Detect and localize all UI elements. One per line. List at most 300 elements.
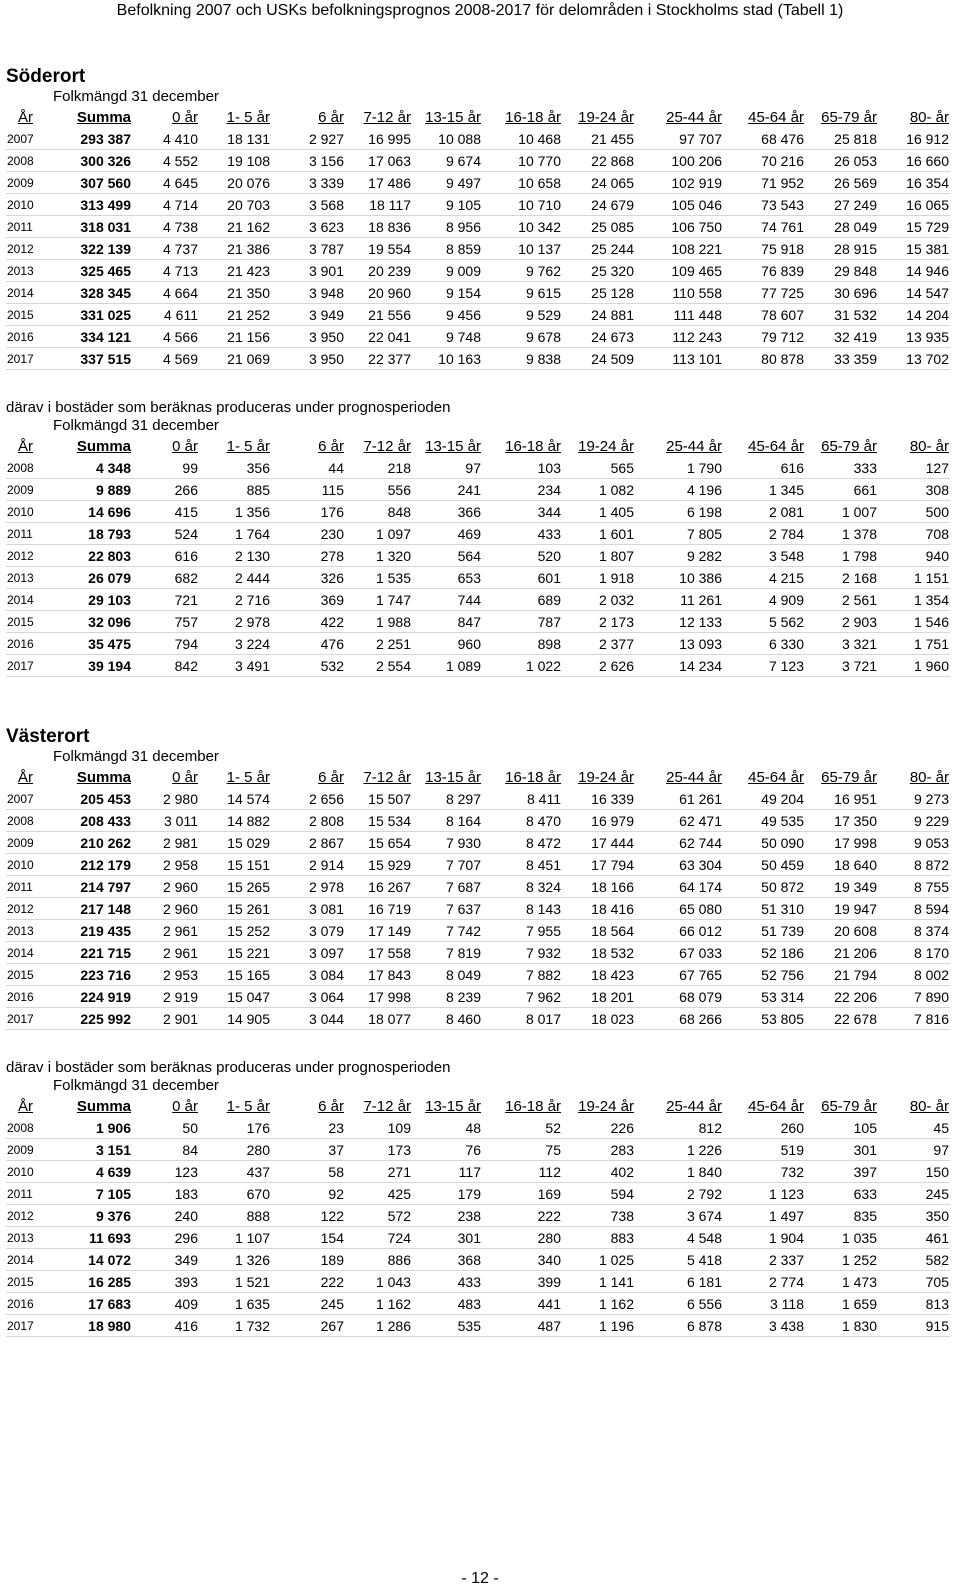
value-cell: 112 243 [635,326,723,348]
value-cell: 17 843 [345,964,412,986]
year-cell: 2007 [6,788,42,810]
value-cell: 757 [132,611,199,633]
value-cell: 9 748 [412,326,482,348]
column-header: 1- 5 år [226,437,270,455]
value-cell: 616 [132,545,199,567]
value-cell: 108 221 [635,238,723,260]
value-cell: 326 [271,567,345,589]
table-row [6,810,950,832]
year-cell: 2016 [6,633,42,655]
value-cell: 11 261 [635,589,723,611]
value-cell: 28 049 [805,216,878,238]
value-cell: 24 065 [562,172,635,194]
table-row [6,920,950,942]
value-cell: 245 [878,1183,950,1205]
column-header: 13-15 år [425,768,481,786]
value-cell: 724 [345,1227,412,1249]
value-cell: 20 239 [345,260,412,282]
section-vasterort-new-housing [6,1059,956,1337]
value-cell: 49 535 [723,810,805,832]
value-cell: 127 [878,457,950,479]
value-cell: 4 611 [132,304,199,326]
value-cell: 92 [271,1183,345,1205]
value-cell: 441 [482,1293,562,1315]
value-cell: 230 [271,523,345,545]
value-cell: 7 637 [412,898,482,920]
column-header: 19-24 år [578,1097,634,1115]
value-cell: 78 607 [723,304,805,326]
value-cell: 9 009 [412,260,482,282]
value-cell: 18 423 [562,964,635,986]
value-cell: 8 872 [878,854,950,876]
value-cell: 8 411 [482,788,562,810]
value-cell: 2 961 [132,920,199,942]
value-cell: 64 174 [635,876,723,898]
value-cell: 8 594 [878,898,950,920]
table-row [6,898,950,920]
value-cell: 416 [132,1315,199,1337]
value-cell: 10 342 [482,216,562,238]
value-cell: 437 [199,1161,271,1183]
value-cell: 16 660 [878,150,950,172]
value-cell: 21 206 [805,942,878,964]
value-cell: 67 033 [635,942,723,964]
value-cell: 21 162 [199,216,271,238]
table-row [6,633,950,655]
region-heading: Söderort [6,66,86,87]
value-cell: 30 696 [805,282,878,304]
value-cell: 7 742 [412,920,482,942]
value-cell: 234 [482,479,562,501]
value-cell: 15 265 [199,876,271,898]
column-header: 19-24 år [578,437,634,455]
value-cell: 8 470 [482,810,562,832]
year-cell: 2009 [6,172,42,194]
table-row [6,128,950,150]
value-cell: 3 950 [271,348,345,370]
value-cell: 179 [412,1183,482,1205]
value-cell: 61 261 [635,788,723,810]
value-cell: 112 [482,1161,562,1183]
value-cell: 308 [878,479,950,501]
table-row [6,1161,950,1183]
value-cell: 2 958 [132,854,199,876]
value-cell: 18 131 [199,128,271,150]
value-cell: 19 554 [345,238,412,260]
value-cell: 48 [412,1117,482,1139]
column-header: 19-24 år [578,108,634,126]
value-cell: 266 [132,479,199,501]
header-row [6,1095,950,1117]
value-cell: 62 471 [635,810,723,832]
value-cell: 20 703 [199,194,271,216]
value-cell: 3 548 [723,545,805,567]
value-cell: 682 [132,567,199,589]
value-cell: 17 794 [562,854,635,876]
value-cell: 616 [723,457,805,479]
value-cell: 12 133 [635,611,723,633]
value-cell: 20 608 [805,920,878,942]
value-cell: 2 444 [199,567,271,589]
value-cell: 6 181 [635,1271,723,1293]
value-cell: 9 229 [878,810,950,832]
value-cell: 271 [345,1161,412,1183]
value-cell: 67 765 [635,964,723,986]
value-cell: 37 [271,1139,345,1161]
column-header: År [18,768,33,786]
value-cell: 2 168 [805,567,878,589]
value-cell: 26 053 [805,150,878,172]
value-cell: 2 130 [199,545,271,567]
value-cell: 218 [345,457,412,479]
header-row [6,435,950,457]
column-header: 6 år [318,437,344,455]
value-cell: 3 118 [723,1293,805,1315]
value-cell: 366 [412,501,482,523]
value-cell: 33 359 [805,348,878,370]
value-cell: 16 339 [562,788,635,810]
value-cell: 111 448 [635,304,723,326]
value-cell: 109 465 [635,260,723,282]
value-cell: 18 836 [345,216,412,238]
value-cell: 1 405 [562,501,635,523]
table-row [6,854,950,876]
value-cell: 2 377 [562,633,635,655]
value-cell: 1 043 [345,1271,412,1293]
value-cell: 313 499 [42,194,132,216]
value-cell: 13 935 [878,326,950,348]
value-cell: 6 878 [635,1315,723,1337]
value-cell: 1 196 [562,1315,635,1337]
value-cell: 572 [345,1205,412,1227]
column-header: 1- 5 år [226,108,270,126]
value-cell: 169 [482,1183,562,1205]
value-cell: 103 [482,457,562,479]
value-cell: 409 [132,1293,199,1315]
value-cell: 21 252 [199,304,271,326]
value-cell: 20 960 [345,282,412,304]
value-cell: 16 719 [345,898,412,920]
column-header: 0 år [172,108,198,126]
value-cell: 245 [271,1293,345,1315]
year-cell: 2010 [6,854,42,876]
column-header: År [18,1097,33,1115]
value-cell: 4 196 [635,479,723,501]
value-cell: 1 732 [199,1315,271,1337]
value-cell: 52 [482,1117,562,1139]
column-header: 7-12 år [363,108,411,126]
value-cell: 176 [199,1117,271,1139]
value-cell: 883 [562,1227,635,1249]
value-cell: 556 [345,479,412,501]
value-cell: 14 946 [878,260,950,282]
value-cell: 15 729 [878,216,950,238]
year-cell: 2008 [6,810,42,832]
value-cell: 721 [132,589,199,611]
value-cell: 1 252 [805,1249,878,1271]
year-cell: 2017 [6,1315,42,1337]
value-cell: 63 304 [635,854,723,876]
year-cell: 2017 [6,348,42,370]
year-cell: 2010 [6,194,42,216]
value-cell: 15 047 [199,986,271,1008]
value-cell: 1 790 [635,457,723,479]
value-cell: 4 713 [132,260,199,282]
value-cell: 14 882 [199,810,271,832]
value-cell: 9 674 [412,150,482,172]
value-cell: 1 007 [805,501,878,523]
value-cell: 1 022 [482,655,562,677]
value-cell: 1 082 [562,479,635,501]
value-cell: 349 [132,1249,199,1271]
value-cell: 4 738 [132,216,199,238]
table-row [6,986,950,1008]
value-cell: 14 234 [635,655,723,677]
value-cell: 68 079 [635,986,723,1008]
value-cell: 2 903 [805,611,878,633]
value-cell: 21 556 [345,304,412,326]
value-cell: 3 339 [271,172,345,194]
year-cell: 2013 [6,920,42,942]
value-cell: 22 041 [345,326,412,348]
value-cell: 3 151 [42,1139,132,1161]
value-cell: 898 [482,633,562,655]
value-cell: 16 951 [805,788,878,810]
value-cell: 3 787 [271,238,345,260]
year-cell: 2007 [6,128,42,150]
value-cell: 322 139 [42,238,132,260]
value-cell: 2 081 [723,501,805,523]
value-cell: 601 [482,567,562,589]
value-cell: 222 [482,1205,562,1227]
value-cell: 812 [635,1117,723,1139]
table-row [6,348,950,370]
value-cell: 9 105 [412,194,482,216]
value-cell: 76 [412,1139,482,1161]
year-cell: 2012 [6,545,42,567]
page-number: - 12 - [461,1570,499,1587]
column-header: 7-12 år [363,437,411,455]
value-cell: 1 378 [805,523,878,545]
value-cell: 122 [271,1205,345,1227]
year-cell: 2014 [6,1249,42,1271]
value-cell: 18 166 [562,876,635,898]
folkmangd-label: Folkmängd 31 december [53,748,219,765]
value-cell: 26 569 [805,172,878,194]
column-header: Summa [76,768,131,786]
value-cell: 318 031 [42,216,132,238]
value-cell: 885 [199,479,271,501]
value-cell: 65 080 [635,898,723,920]
value-cell: 115 [271,479,345,501]
value-cell: 705 [878,1271,950,1293]
folkmangd-label: Folkmängd 31 december [53,417,219,434]
value-cell: 8 374 [878,920,950,942]
table-row [6,1249,950,1271]
value-cell: 4 552 [132,150,199,172]
value-cell: 58 [271,1161,345,1183]
value-cell: 6 330 [723,633,805,655]
value-cell: 6 198 [635,501,723,523]
value-cell: 7 105 [42,1183,132,1205]
value-cell: 260 [723,1117,805,1139]
value-cell: 1 988 [345,611,412,633]
year-cell: 2014 [6,589,42,611]
value-cell: 17 444 [562,832,635,854]
value-cell: 25 244 [562,238,635,260]
value-cell: 183 [132,1183,199,1205]
value-cell: 888 [199,1205,271,1227]
value-cell: 21 069 [199,348,271,370]
value-cell: 18 564 [562,920,635,942]
table-row [6,282,950,304]
value-cell: 334 121 [42,326,132,348]
value-cell: 7 707 [412,854,482,876]
value-cell: 15 221 [199,942,271,964]
value-cell: 17 998 [345,986,412,1008]
value-cell: 813 [878,1293,950,1315]
table-row [6,479,950,501]
value-cell: 154 [271,1227,345,1249]
table-row [6,611,950,633]
value-cell: 1 601 [562,523,635,545]
year-cell: 2008 [6,150,42,172]
value-cell: 84 [132,1139,199,1161]
table-row [6,655,950,677]
year-cell: 2010 [6,1161,42,1183]
value-cell: 633 [805,1183,878,1205]
value-cell: 3 044 [271,1008,345,1030]
value-cell: 2 978 [271,876,345,898]
value-cell: 24 509 [562,348,635,370]
value-cell: 14 696 [42,501,132,523]
value-cell: 17 998 [805,832,878,854]
value-cell: 7 805 [635,523,723,545]
table-row [6,1227,950,1249]
value-cell: 17 558 [345,942,412,964]
value-cell: 7 930 [412,832,482,854]
year-cell: 2016 [6,326,42,348]
folkmangd-label: Folkmängd 31 december [53,88,219,105]
table-row [6,1139,950,1161]
year-cell: 2009 [6,1139,42,1161]
column-header: 16-18 år [505,437,561,455]
value-cell: 8 002 [878,964,950,986]
value-cell: 16 267 [345,876,412,898]
column-header: 1- 5 år [226,768,270,786]
table-row [6,832,950,854]
value-cell: 301 [805,1139,878,1161]
value-cell: 50 459 [723,854,805,876]
value-cell: 582 [878,1249,950,1271]
value-cell: 18 532 [562,942,635,964]
value-cell: 461 [878,1227,950,1249]
value-cell: 17 149 [345,920,412,942]
value-cell: 661 [805,479,878,501]
value-cell: 8 164 [412,810,482,832]
value-cell: 241 [412,479,482,501]
value-cell: 425 [345,1183,412,1205]
value-cell: 787 [482,611,562,633]
value-cell: 433 [482,523,562,545]
value-cell: 1 659 [805,1293,878,1315]
column-header: Summa [76,437,131,455]
value-cell: 3 011 [132,810,199,832]
table-row [6,326,950,348]
table-row [6,194,950,216]
value-cell: 653 [412,567,482,589]
year-cell: 2016 [6,1293,42,1315]
value-cell: 18 416 [562,898,635,920]
column-header: År [18,437,33,455]
table-row [6,1008,950,1030]
year-cell: 2015 [6,304,42,326]
value-cell: 9 615 [482,282,562,304]
value-cell: 110 558 [635,282,723,304]
value-cell: 10 658 [482,172,562,194]
table-row [6,567,950,589]
year-cell: 2016 [6,986,42,1008]
table-row [6,238,950,260]
value-cell: 9 273 [878,788,950,810]
column-header: 16-18 år [505,108,561,126]
value-cell: 9 529 [482,304,562,326]
value-cell: 2 561 [805,589,878,611]
column-header: 25-44 år [666,108,722,126]
value-cell: 21 423 [199,260,271,282]
value-cell: 18 793 [42,523,132,545]
value-cell: 337 515 [42,348,132,370]
value-cell: 422 [271,611,345,633]
value-cell: 105 [805,1117,878,1139]
value-cell: 1 497 [723,1205,805,1227]
value-cell: 2 784 [723,523,805,545]
value-cell: 176 [271,501,345,523]
table-row [6,150,950,172]
value-cell: 8 297 [412,788,482,810]
value-cell: 4 909 [723,589,805,611]
column-header: 13-15 år [425,1097,481,1115]
table-row [6,523,950,545]
column-header: Summa [76,1097,131,1115]
column-header: 6 år [318,108,344,126]
value-cell: 2 774 [723,1271,805,1293]
value-cell: 32 096 [42,611,132,633]
year-cell: 2013 [6,1227,42,1249]
value-cell: 4 569 [132,348,199,370]
value-cell: 3 950 [271,326,345,348]
value-cell: 2 716 [199,589,271,611]
column-header: År [18,108,33,126]
value-cell: 4 215 [723,567,805,589]
column-header: Summa [76,108,131,126]
header-row [6,766,950,788]
value-cell: 32 419 [805,326,878,348]
value-cell: 74 761 [723,216,805,238]
value-cell: 22 678 [805,1008,878,1030]
value-cell: 476 [271,633,345,655]
column-header: 25-44 år [666,437,722,455]
value-cell: 31 532 [805,304,878,326]
value-cell: 393 [132,1271,199,1293]
year-cell: 2008 [6,1117,42,1139]
column-header: 80- år [909,108,949,126]
value-cell: 71 952 [723,172,805,194]
value-cell: 1 521 [199,1271,271,1293]
table-row [6,260,950,282]
value-cell: 8 460 [412,1008,482,1030]
value-cell: 79 712 [723,326,805,348]
